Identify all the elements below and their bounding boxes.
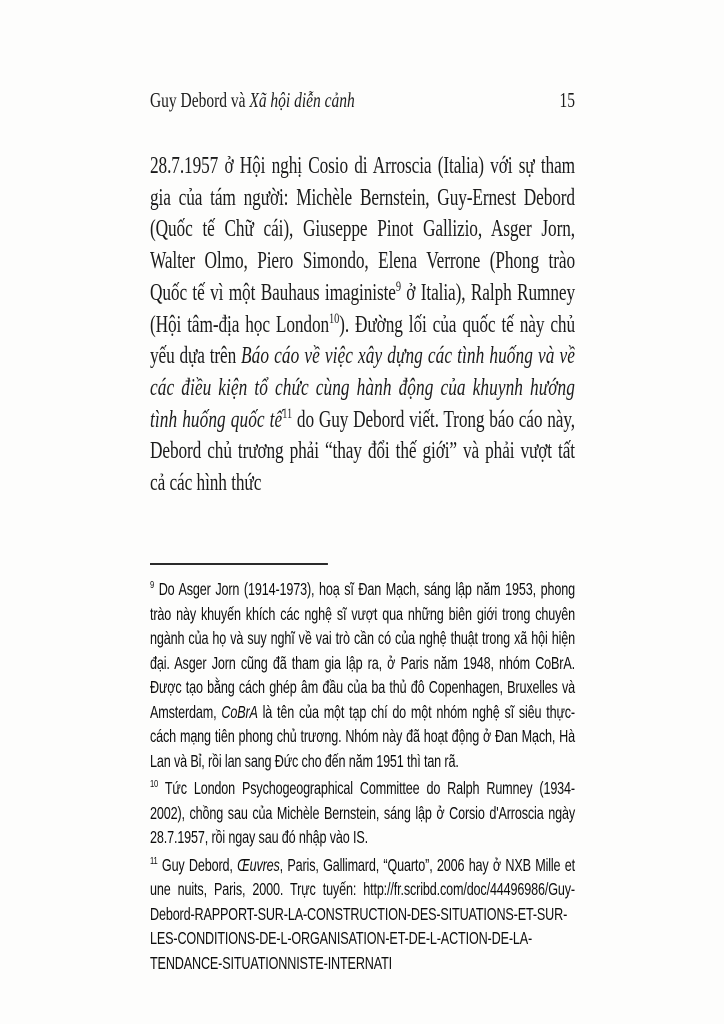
footnote-text-segment: Guy Debord, [157,854,238,875]
text-block [150,0,575,1024]
body-text-segment: 28.7.1957 ở Hội nghị Cosio di Arroscia (Italia) với sự tham gia của tám người: Michèle Bernstein, Guy-Ernest Debord (Quốc tế Chữ cái), Giuseppe Pinot Gallizio, Asger Jorn, Walter Olmo, Piero Simondo, Elena Verrone (Phong trào Quốc tế vì một Bauhaus imaginiste [150,153,575,306]
footnote-9 [150,577,575,773]
footnotes-section [150,577,575,978]
footnote-ref-11: 11 [282,405,293,422]
footnote-11 [150,853,575,976]
body-text-segment: ). Đường lối của quốc tế này chủ yếu dựa trên [150,311,575,370]
footnote-ref-9: 9 [395,278,401,295]
footnote-marker-10: 10 [150,778,159,791]
running-title-author: Guy Debord và [150,88,250,112]
footnote-text-italic: Œuvres [237,854,280,875]
footnote-text-segment: là tên của một tạp chí do một nhóm nghệ sĩ siêu thực-cách mạng tiên phong chủ trương. Nhóm này đã hoạt động ở Đan Mạch, Hà Lan và Bỉ, rồi lan sang Đức cho đến năm 1951 thì tan rã. [150,701,575,771]
running-title-book: Xã hội diễn cảnh [249,88,355,112]
footnote-ref-10: 10 [329,310,340,327]
page-header [150,88,575,112]
running-title [150,88,355,112]
footnote-text-italic: CoBrA [221,701,258,722]
body-text-italic-title: Báo cáo về việc xây dựng các tình huống và về các điều kiện tổ chức cùng hành động của khuynh hướng tình huống quốc tế [150,343,575,433]
body-text-segment: ở Italia), Ralph Rumney (Hội tâm-địa học London [150,279,575,338]
body-text-segment: do Guy Debord viết. Trong báo cáo này, Debord chủ trương phải “thay đổi thế giới” và phải vượt tất cả các hình thức [150,406,575,497]
page-number: 15 [559,88,575,112]
footnote-text-segment: Do Asger Jorn (1914-1973), hoạ sĩ Đan Mạch, sáng lập năm 1953, phong trào này khuyến khích các nghệ sĩ vượt qua những biên giới trong chuyên ngành của họ và suy nghĩ về vai trò cần có của nghệ thuật trong xã hội hiện đại. Asger Jorn cũng đã tham gia lập ra, ở Paris năm 1948, nhóm CoBrA. Được tạo bằng cách ghép âm đầu của ba thủ đô Copenhagen, Bruxelles và Amsterdam, [150,579,575,722]
footnote-marker-11: 11 [150,854,158,867]
footnote-10 [150,776,575,850]
body-paragraph [150,151,575,500]
footnote-text-segment: Tức London Psychogeographical Committee do Ralph Rumney (1934-2002), chồng sau của Michèle Bernstein, sáng lập ở Corsio d'Arroscia ngày 28.7.1957, rồi ngay sau đó nhập vào IS. [150,778,575,847]
footnote-divider [150,563,328,565]
footnote-marker-9: 9 [150,579,155,592]
footnote-text-segment: , Paris, Gallimard, “Quarto”, 2006 hay ở NXB Mille et une nuits, Paris, 2000. Trực tuyến: http://fr.scribd.com/doc/44496986/Guy-Debord-RAPPORT-SUR-LA-CONSTRUCTION-DES-SITUATIONS-ET-SUR-LES-CONDITIONS-DE-L-ORGANISATION-ET-DE-L-ACTION-DE-LA-TENDANCE-SITUATIONNISTE-INTERNATI [150,854,575,973]
